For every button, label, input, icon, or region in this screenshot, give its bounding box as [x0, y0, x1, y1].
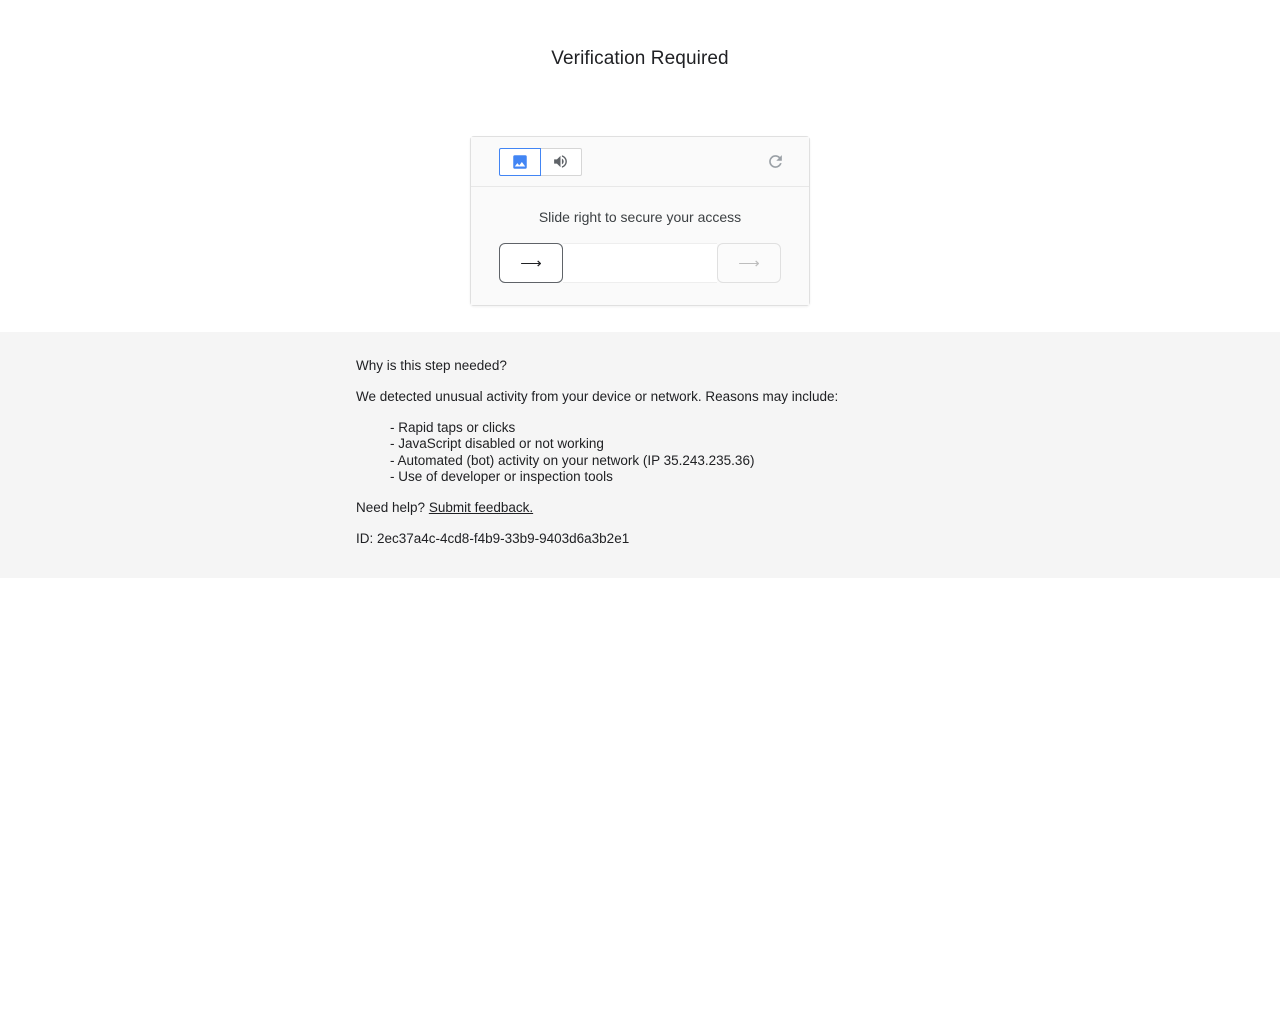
info-content — [356, 358, 1136, 562]
image-challenge-button[interactable] — [499, 148, 541, 176]
reasons-list — [356, 420, 1136, 486]
info-band — [0, 332, 1280, 578]
arrow-right-icon: ⟶ — [520, 254, 542, 272]
slider-row — [471, 243, 809, 283]
image-icon — [511, 153, 529, 171]
slider-target-slot[interactable] — [717, 243, 781, 283]
arrow-right-icon: ⟶ — [738, 254, 760, 272]
captcha-widget — [470, 136, 810, 306]
submit-feedback-link[interactable]: Submit feedback. — [428, 499, 534, 515]
slider-handle[interactable] — [499, 243, 563, 283]
help-line — [356, 500, 1136, 517]
challenge-mode-group — [499, 148, 582, 176]
help-prefix: Need help? — [356, 499, 426, 515]
captcha-body — [471, 187, 809, 305]
request-id: ID: 2ec37a4c-4cd8-f4b9-33b9-9403d6a3b2e1 — [356, 530, 630, 546]
reason-item: - Rapid taps or clicks — [390, 419, 516, 435]
refresh-icon — [766, 152, 785, 171]
info-intro: We detected unusual activity from your device or network. Reasons may include: — [356, 388, 839, 404]
reason-item: - Automated (bot) activity on your network (IP 35.243.235.36) — [390, 452, 755, 468]
page-title: Verification Required — [551, 48, 729, 69]
captcha-header — [471, 137, 809, 187]
slider-track[interactable] — [563, 243, 717, 283]
refresh-challenge-button[interactable] — [761, 148, 789, 176]
speaker-icon — [552, 153, 569, 170]
audio-challenge-button[interactable] — [540, 148, 582, 176]
reason-item: - Use of developer or inspection tools — [390, 469, 613, 485]
reason-item: - JavaScript disabled or not working — [390, 436, 604, 452]
slide-instruction: Slide right to secure your access — [538, 209, 742, 225]
info-heading: Why is this step needed? — [356, 358, 507, 373]
